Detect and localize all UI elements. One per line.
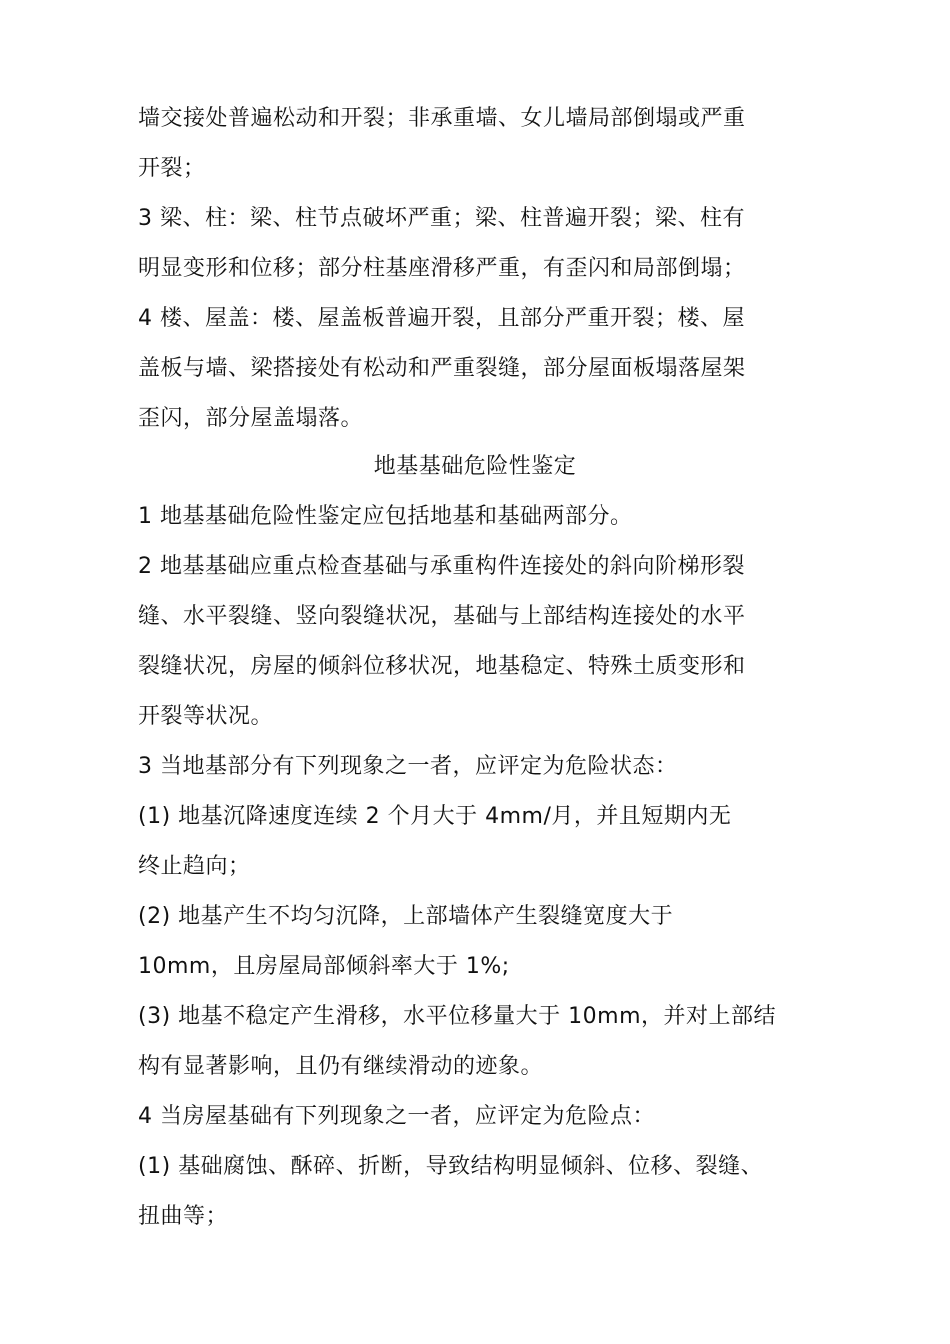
paragraph-line: 墙交接处普遍松动和开裂；非承重墙、女儿墙局部倒塌或严重 xyxy=(138,106,746,131)
paragraph-line: 2 地基基础应重点检查基础与承重构件连接处的斜向阶梯形裂 xyxy=(138,554,745,579)
paragraph-line: (2) 地基产生不均匀沉降，上部墙体产生裂缝宽度大于 xyxy=(138,904,674,929)
paragraph-line: 开裂等状况。 xyxy=(138,704,274,729)
paragraph-line: 缝、水平裂缝、竖向裂缝状况，基础与上部结构连接处的水平 xyxy=(138,604,746,629)
paragraph-line: 1 地基基础危险性鉴定应包括地基和基础两部分。 xyxy=(138,504,633,529)
paragraph-line: 终止趋向； xyxy=(138,854,251,879)
paragraph-line: (3) 地基不稳定产生滑移，水平位移量大于 10mm，并对上部结 xyxy=(138,1004,777,1029)
paragraph-line: 盖板与墙、梁搭接处有松动和严重裂缝，部分屋面板塌落屋架 xyxy=(138,356,746,381)
section-heading: 地基基础危险性鉴定 xyxy=(373,454,577,479)
paragraph-line: 3 当地基部分有下列现象之一者，应评定为危险状态： xyxy=(138,754,678,779)
paragraph-line: 开裂； xyxy=(138,156,206,181)
paragraph-line: 10mm，且房屋局部倾斜率大于 1%; xyxy=(138,954,510,979)
paragraph-line: 扭曲等； xyxy=(138,1204,229,1229)
paragraph-line: 构有显著影响，且仍有继续滑动的迹象。 xyxy=(138,1054,544,1079)
paragraph-line: 3 梁、柱：梁、柱节点破坏严重；梁、柱普遍开裂；梁、柱有 xyxy=(138,206,745,231)
paragraph-line: 明显变形和位移；部分柱基座滑移严重，有歪闪和局部倒塌； xyxy=(138,256,746,281)
paragraph-line: 4 当房屋基础有下列现象之一者，应评定为危险点： xyxy=(138,1104,655,1129)
paragraph-line: (1) 地基沉降速度连续 2 个月大于 4mm/月，并且短期内无 xyxy=(138,804,732,829)
paragraph-line: 歪闪，部分屋盖塌落。 xyxy=(138,406,364,431)
paragraph-line: 4 楼、屋盖：楼、屋盖板普遍开裂，且部分严重开裂；楼、屋 xyxy=(138,306,745,331)
paragraph-line: 裂缝状况，房屋的倾斜位移状况，地基稳定、特殊土质变形和 xyxy=(138,654,746,679)
paragraph-line: (1) 基础腐蚀、酥碎、折断，导致结构明显倾斜、位移、裂缝、 xyxy=(138,1154,764,1179)
